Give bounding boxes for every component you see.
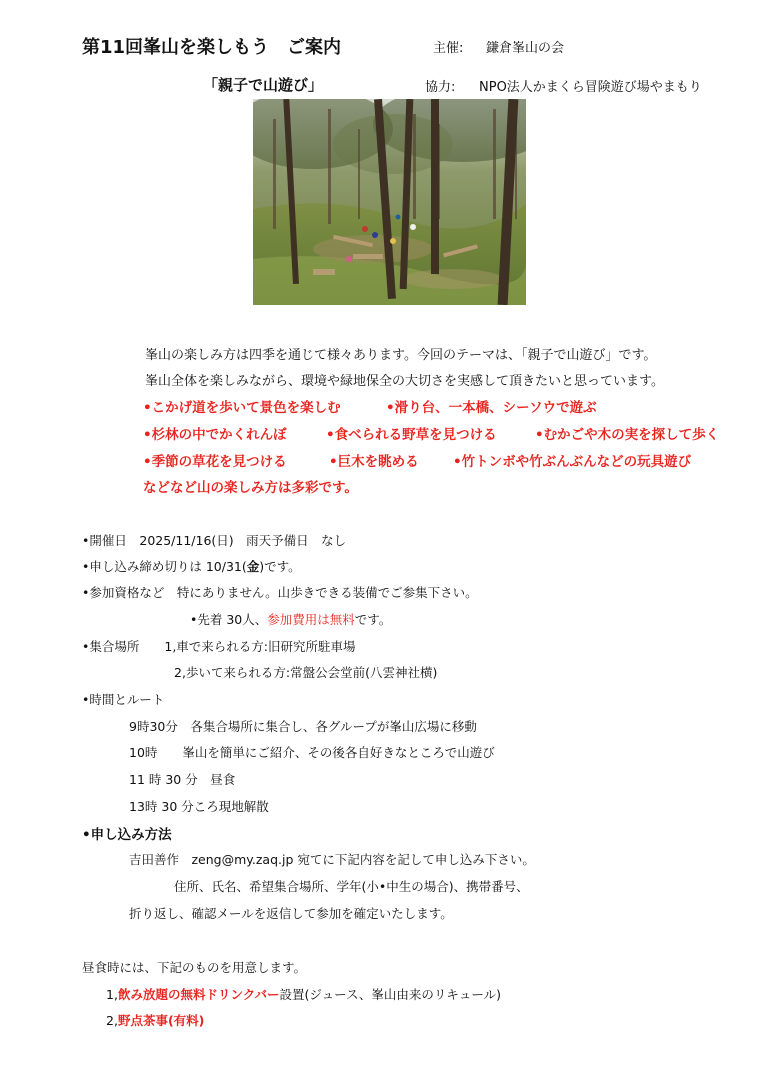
coop-name: NPO法人かまくら冒険遊び場やまもり [479, 80, 702, 95]
intro-line-1: 峯山の楽しみ方は四季を通じて様々あります。今回のテーマは、「親子で山遊び」です。 [145, 348, 657, 363]
meeting-place-1: •集合場所 1,車で来られる方:旧研究所駐車場 [82, 639, 356, 654]
qualification: •参加資格など 特にありません。山歩きできる装備でご参集下さい。 [82, 585, 478, 600]
page-title: 第11回峯山を楽しもう ご案内 [82, 37, 342, 58]
lunch-item-1 [106, 985, 501, 1003]
lunch-item-text: 設置(ジュース、峯山由来のリキュール) [279, 987, 501, 1002]
lunch-intro: 昼食時には、下記のものを用意します。 [82, 960, 307, 975]
capacity-text: •先着 30人、 [190, 612, 268, 627]
activity-item: •食べられる野草を見つける [326, 427, 497, 443]
deadline [82, 557, 301, 575]
activity-row-3 [0, 450, 760, 470]
activities-closing: などなど山の楽しみ方は多彩です。 [143, 480, 358, 496]
lunch-item-number: 1, [106, 987, 118, 1002]
host-name: 鎌倉峯山の会 [486, 41, 565, 56]
activity-item: •滑り台、一本橋、シーソウで遊ぶ [386, 400, 597, 416]
apply-line-2: 住所、氏名、希望集合場所、学年(小•中生の場合)、携帯番号、 [174, 879, 529, 894]
capacity [190, 610, 391, 628]
coop-label: 協力: [425, 80, 456, 95]
host-label: 主催: [433, 41, 464, 56]
free-drink-bar: 飲み放題の無料ドリンクバー [117, 987, 280, 1002]
activity-item: •巨木を眺める [329, 454, 419, 470]
deadline-day: 金 [246, 559, 260, 574]
lunch-item-number: 2, [106, 1013, 118, 1028]
meeting-place-2: 2,歩いて来られる方:常盤公会堂前(八雲神社横) [174, 665, 438, 680]
schedule-item: 13時 30 分ころ現地解散 [129, 799, 269, 814]
tea-ceremony: 野点茶事(有料) [117, 1013, 205, 1028]
event-date: •開催日 2025/11/16(日) 雨天予備日 なし [82, 533, 347, 548]
activity-item: •季節の草花を見つける [143, 454, 287, 470]
schedule-item: 9時30分 各集合場所に集合し、各グループが峯山広場に移動 [129, 719, 477, 734]
intro-line-2: 峯山全体を楽しみながら、環境や緑地保全の大切さを実感して頂きたいと思っています。 [145, 374, 664, 389]
deadline-text-end: )です。 [259, 559, 301, 574]
activity-item: •竹トンボや竹ぶんぶんなどの玩具遊び [453, 454, 692, 470]
schedule-item: 11 時 30 分 昼食 [129, 772, 236, 787]
event-subtitle: 「親子で山遊び」 [203, 76, 324, 94]
activity-row-2 [0, 423, 760, 443]
activity-item: •むかごや木の実を探して歩く [535, 427, 720, 443]
activity-item: •杉林の中でかくれんぼ [143, 427, 287, 443]
activity-row-1 [0, 396, 760, 416]
free-fee-note: 参加費用は無料 [267, 612, 355, 627]
activity-item: •こかげ道を歩いて景色を楽しむ [143, 400, 341, 416]
apply-label: •申し込み方法 [82, 827, 172, 843]
apply-line-1: 吉田善作 zeng@my.zaq.jp 宛てに下記内容を記して申し込み下さい。 [129, 852, 535, 867]
schedule-item: 10時 峯山を簡単にご紹介、その後各自好きなところで山遊び [129, 745, 495, 760]
capacity-text-end: です。 [354, 612, 392, 627]
lunch-item-2 [106, 1011, 204, 1029]
route-label: •時間とルート [82, 692, 165, 707]
forest-photo [253, 99, 526, 305]
apply-line-3: 折り返し、確認メールを返信して参加を確定いたします。 [129, 906, 453, 921]
deadline-text: •申し込み締め切りは 10/31( [82, 559, 247, 574]
